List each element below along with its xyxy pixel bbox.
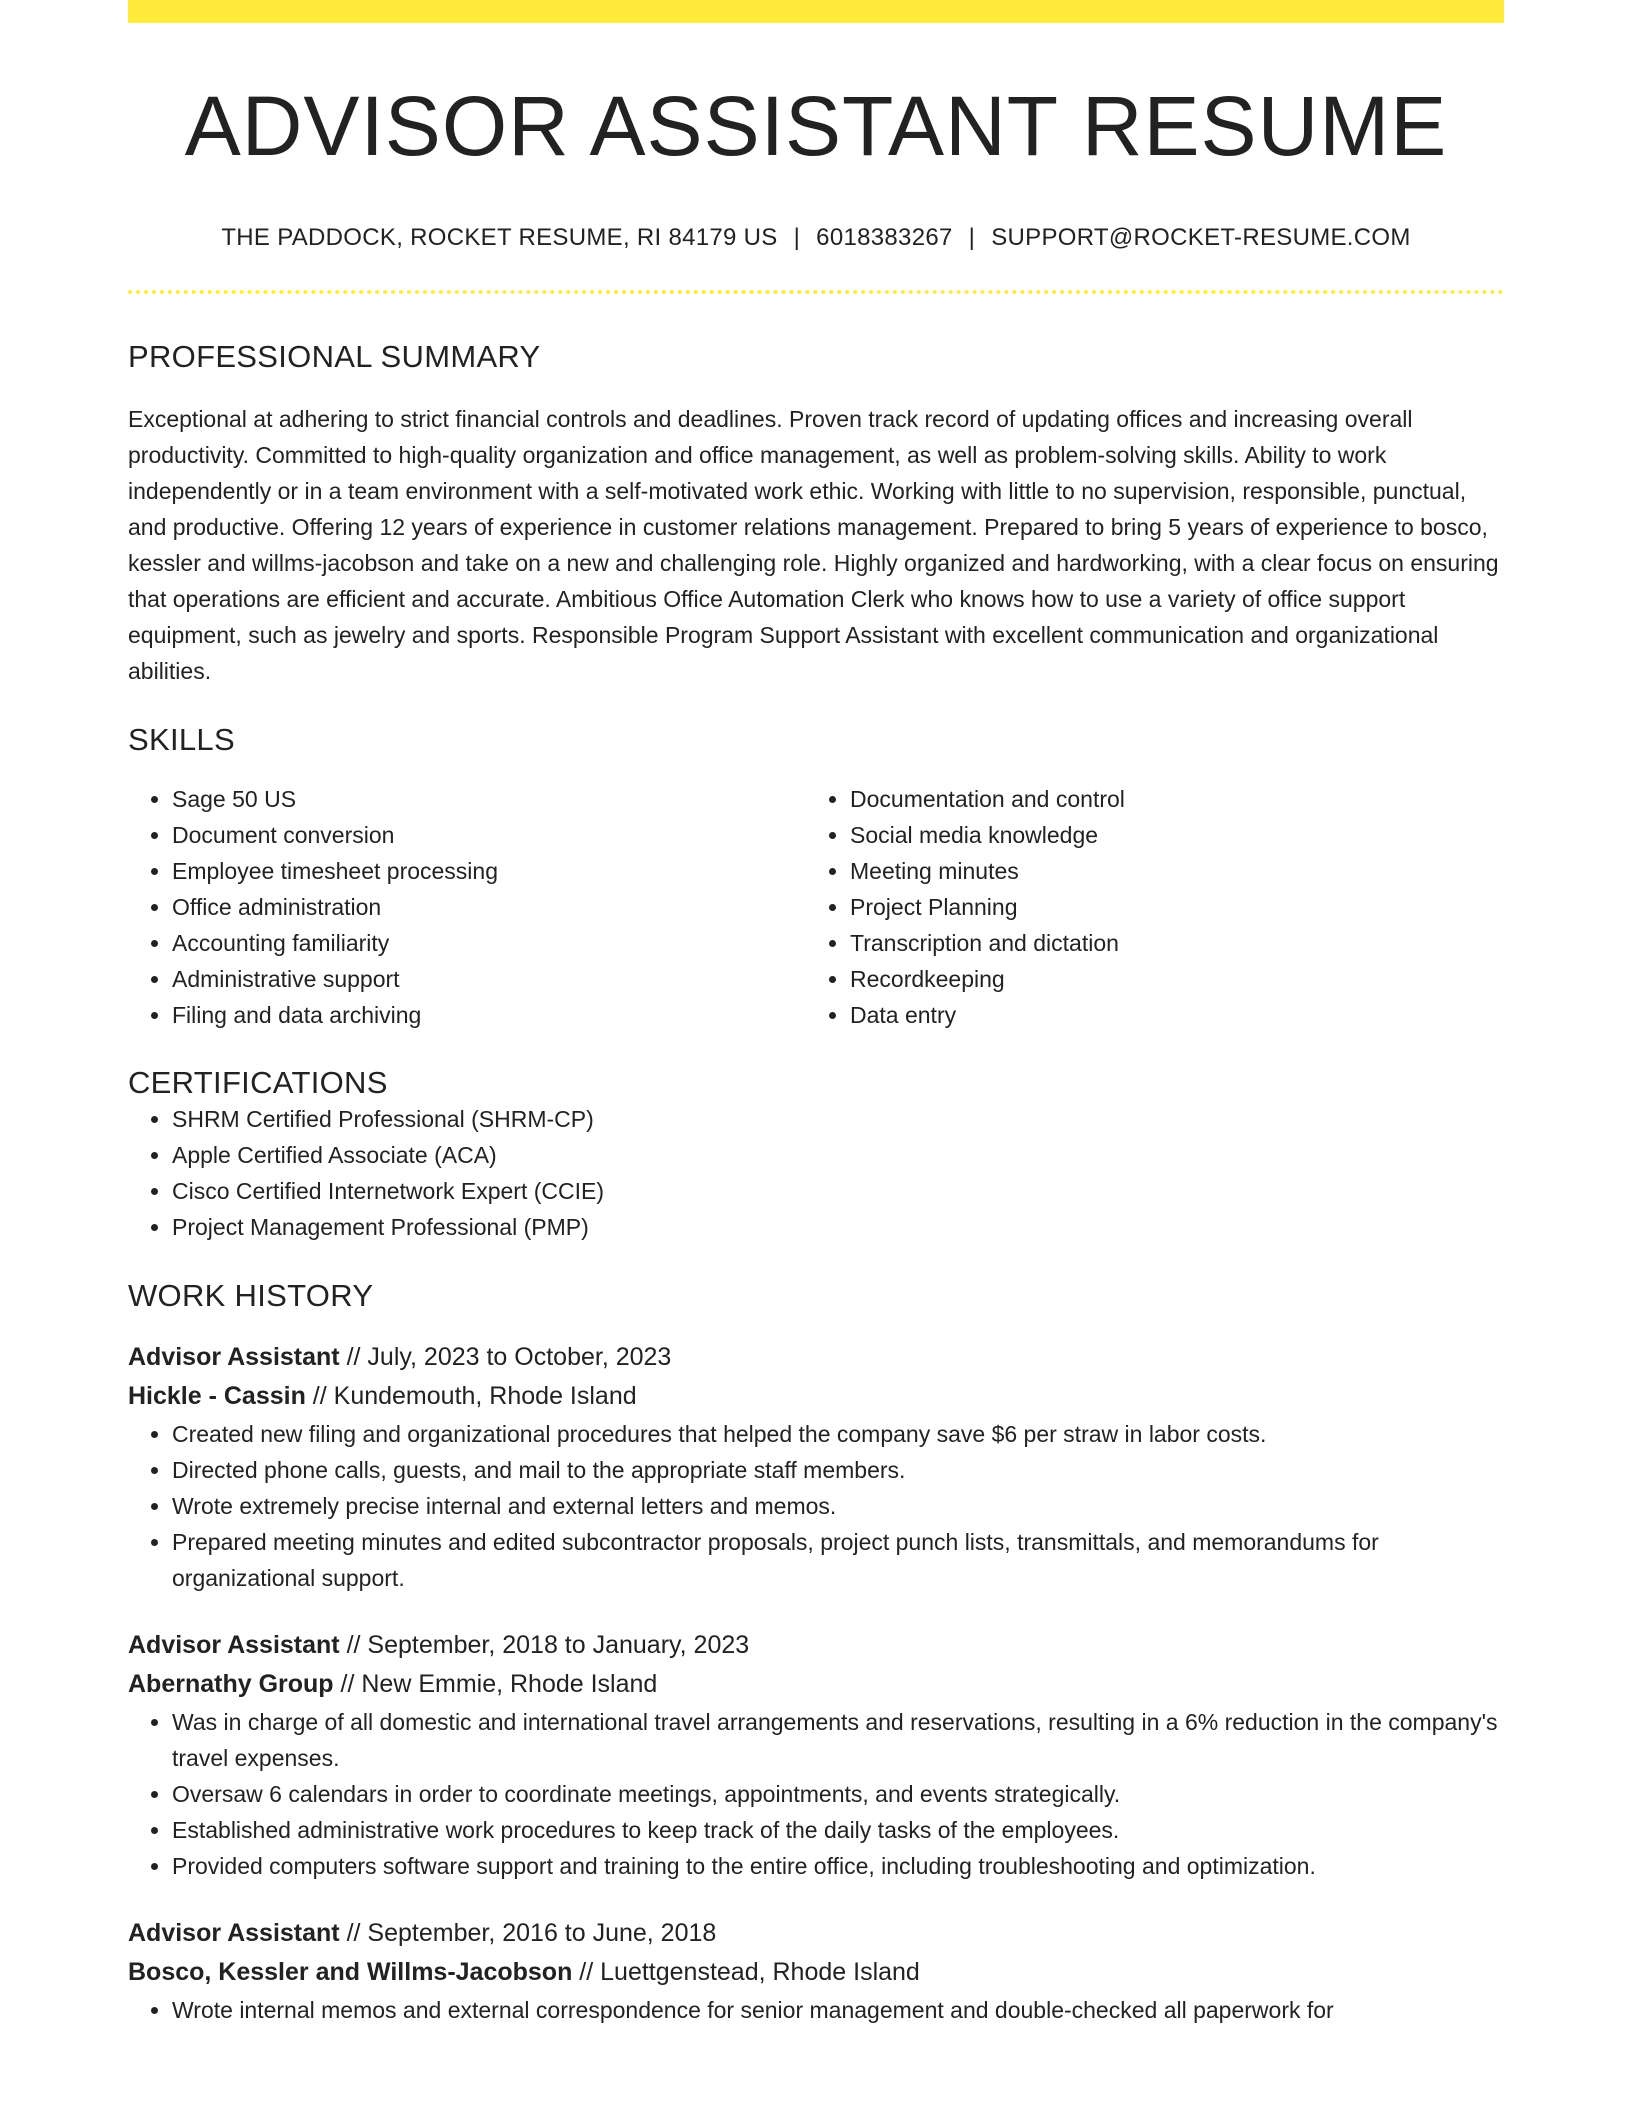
skill-item: • Project Planning <box>850 889 1484 925</box>
job-bullet: • Prepared meeting minutes and edited subcontractor proposals, project punch lists, transmittals, and memorandums for organizational support. <box>172 1524 1504 1596</box>
job-company: Bosco, Kessler and Willms-Jacobson <box>128 1958 573 1987</box>
contact-email: SUPPORT@ROCKET-RESUME.COM <box>991 224 1411 252</box>
skill-item: • Data entry <box>850 997 1484 1033</box>
skills-column-right <box>806 781 1484 1033</box>
summary-paragraph: Exceptional at adhering to strict financial controls and deadlines. Proven track record of updating offices and increasing overall productivity. Committed to high-quality organization and office management, as well as problem-solving skills. Ability to work independently or in a team environment with a self-motivated work ethic. Working with little to no supervision, responsible, punctual, and productive. Offering 12 years of experience in customer relations management. Prepared to bring 5 years of experience to bosco, kessler and willms-jacobson and take on a new and challenging role. Highly organized and hardworking, with a clear focus on ensuring that operations are efficient and accurate. Ambitious Office Automation Clerk who knows how to use a variety of office support equipment, such as jewelry and sports. Responsible Program Support Assistant with excellent communication and organizational abilities. <box>128 406 1499 685</box>
job-role: Advisor Assistant <box>128 1919 340 1948</box>
job-bullet-list <box>128 1992 1504 2028</box>
job-company: Hickle - Cassin <box>128 1382 306 1411</box>
skills-column-left <box>128 781 806 1033</box>
job-company-line <box>128 1953 1504 1992</box>
job-title-line <box>128 1914 1504 1953</box>
job-location: // Kundemouth, Rhode Island <box>305 1382 637 1411</box>
job-bullet-list <box>128 1416 1504 1596</box>
certification-item: • SHRM Certified Professional (SHRM-CP) <box>172 1101 1504 1137</box>
job-entry <box>128 1626 1504 1884</box>
job-location: // Luettgenstead, Rhode Island <box>572 1958 920 1987</box>
certification-item: • Project Management Professional (PMP) <box>172 1209 1504 1245</box>
job-company-line <box>128 1377 1504 1416</box>
skill-item: • Filing and data archiving <box>172 997 806 1033</box>
job-bullet: • Established administrative work procedures to keep track of the daily tasks of the employees. <box>172 1812 1504 1848</box>
job-title-line <box>128 1626 1504 1665</box>
skills-list-right <box>806 781 1484 1033</box>
skills-list-left <box>128 781 806 1033</box>
skill-item: • Documentation and control <box>850 781 1484 817</box>
job-company-line <box>128 1665 1504 1704</box>
skill-item: • Sage 50 US <box>172 781 806 817</box>
job-dates: // September, 2018 to January, 2023 <box>339 1631 750 1660</box>
certification-item: • Cisco Certified Internetwork Expert (CCIE) <box>172 1173 1504 1209</box>
top-accent-bar <box>128 0 1504 23</box>
contact-line <box>128 224 1504 252</box>
job-company: Abernathy Group <box>128 1670 334 1699</box>
job-bullet: • Oversaw 6 calendars in order to coordinate meetings, appointments, and events strategically. <box>172 1776 1504 1812</box>
job-dates: // September, 2016 to June, 2018 <box>339 1919 717 1948</box>
job-title-line <box>128 1338 1504 1377</box>
job-location: // New Emmie, Rhode Island <box>333 1670 658 1699</box>
job-bullet-list <box>128 1704 1504 1884</box>
contact-phone: 6018383267 <box>816 224 953 252</box>
certifications-list <box>128 1101 1504 1245</box>
skill-item: • Social media knowledge <box>850 817 1484 853</box>
job-bullet: • Wrote internal memos and external correspondence for senior management and double-checked all paperwork for <box>172 1992 1504 2028</box>
job-role: Advisor Assistant <box>128 1631 340 1660</box>
contact-address: THE PADDOCK, ROCKET RESUME, RI 84179 US <box>221 224 778 252</box>
certifications-heading: CERTIFICATIONS <box>128 1065 388 1101</box>
skills-grid <box>128 781 1504 1033</box>
job-role: Advisor Assistant <box>128 1343 340 1372</box>
skill-item: • Transcription and dictation <box>850 925 1484 961</box>
skill-item: • Meeting minutes <box>850 853 1484 889</box>
skill-item: • Office administration <box>172 889 806 925</box>
job-bullet: • Provided computers software support and training to the entire office, including troubleshooting and optimization. <box>172 1848 1504 1884</box>
certification-item: • Apple Certified Associate (ACA) <box>172 1137 1504 1173</box>
skills-heading: SKILLS <box>128 722 235 758</box>
job-entry <box>128 1338 1504 1596</box>
dotted-divider <box>128 290 1504 294</box>
summary-heading: PROFESSIONAL SUMMARY <box>128 339 541 375</box>
job-bullet: • Was in charge of all domestic and international travel arrangements and reservations, resulting in a 6% reduction in the company's travel expenses. <box>172 1704 1504 1776</box>
work-history-heading: WORK HISTORY <box>128 1278 374 1314</box>
skill-item: • Recordkeeping <box>850 961 1484 997</box>
skill-item: • Employee timesheet processing <box>172 853 806 889</box>
job-bullet: • Wrote extremely precise internal and external letters and memos. <box>172 1488 1504 1524</box>
contact-separator: | <box>793 224 801 252</box>
resume-page <box>128 0 1504 2028</box>
job-bullet: • Created new filing and organizational procedures that helped the company save $6 per straw in labor costs. <box>172 1416 1504 1452</box>
job-entry <box>128 1914 1504 2028</box>
job-dates: // July, 2023 to October, 2023 <box>339 1343 672 1372</box>
job-bullet: • Directed phone calls, guests, and mail to the appropriate staff members. <box>172 1452 1504 1488</box>
skill-item: • Document conversion <box>172 817 806 853</box>
skill-item: • Accounting familiarity <box>172 925 806 961</box>
skill-item: • Administrative support <box>172 961 806 997</box>
resume-title: ADVISOR ASSISTANT RESUME <box>184 79 1448 173</box>
contact-separator: | <box>968 224 976 252</box>
